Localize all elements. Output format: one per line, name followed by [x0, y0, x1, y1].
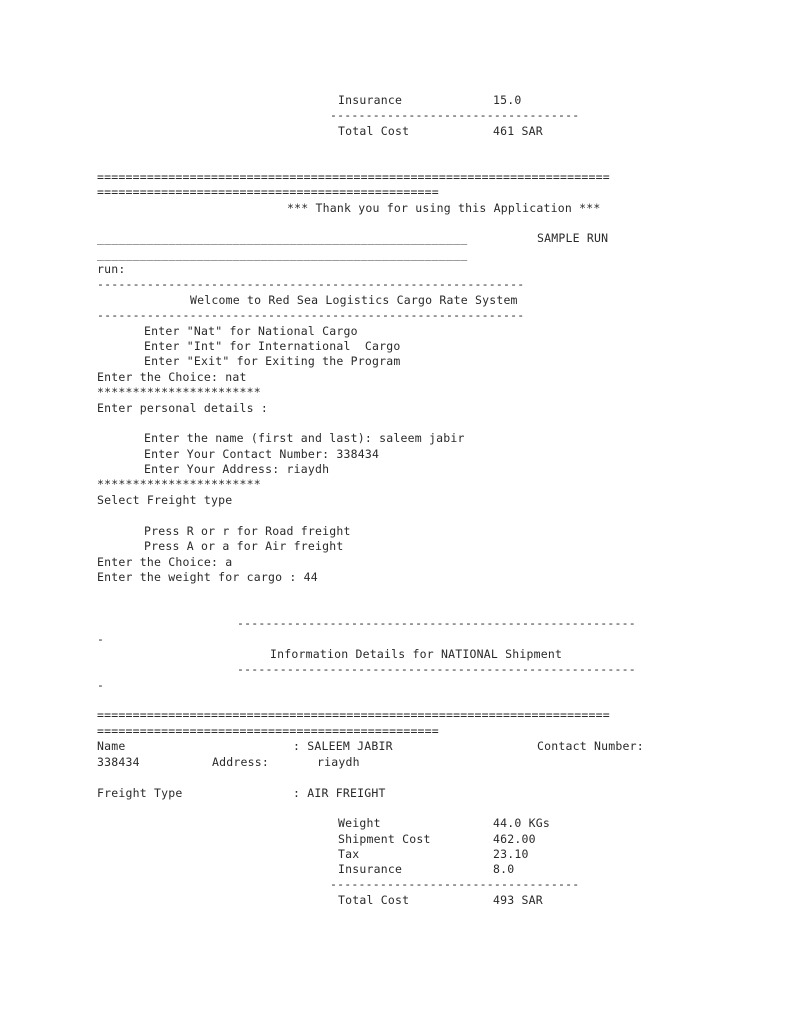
name-input-line: Enter the name (first and last): saleem jabir [144, 431, 465, 445]
name-value: : SALEEM JABIR [293, 739, 393, 753]
run-label: run: [97, 262, 126, 276]
shipment-cost-label: Shipment Cost [338, 832, 431, 846]
sample-run-underline-2: ____________________________________________________ [97, 247, 468, 261]
name-label: Name [97, 739, 126, 753]
console-dash-line-1: ------------------------------------------------------------ [97, 277, 525, 291]
menu-item-int: Enter "Int" for International Cargo [144, 339, 401, 353]
stars-line-2: *********************** [97, 477, 261, 491]
freight-option-road: Press R or r for Road freight [144, 524, 351, 538]
address-value: riaydh [317, 755, 360, 769]
separator-short-2: ================================================ [97, 724, 439, 738]
details-title: Information Details for NATIONAL Shipment [270, 647, 563, 661]
contact-label: Contact Number: [537, 739, 644, 753]
freight-choice: Enter the Choice: a [97, 555, 233, 569]
contact-input-line: Enter Your Contact Number: 338434 [144, 447, 380, 461]
freight-type-label: Freight Type [97, 786, 183, 800]
freight-type-heading: Select Freight type [97, 493, 233, 507]
address-label: Address: [212, 755, 269, 769]
top-total-value: 461 SAR [493, 124, 543, 138]
weight-prompt: Enter the weight for cargo : 44 [97, 570, 318, 584]
console-dash-line-2: ------------------------------------------------------------ [97, 308, 525, 322]
stars-line-1: *********************** [97, 385, 261, 399]
address-input-line: Enter Your Address: riaydh [144, 462, 330, 476]
details-dash-line-1: -------------------------------------------------------- [237, 616, 636, 630]
details-dash-line-2: -------------------------------------------------------- [237, 662, 636, 676]
weight-value: 44.0 KGs [493, 816, 550, 830]
top-total-label: Total Cost [338, 124, 410, 138]
total-cost-label: Total Cost [338, 893, 410, 907]
thanks-message: *** Thank you for using this Application *** [287, 201, 601, 215]
contact-value: 338434 [97, 755, 140, 769]
separator-long-1: ======================================================================== [97, 170, 610, 184]
menu-item-nat: Enter "Nat" for National Cargo [144, 324, 358, 338]
sample-run-underline-1: ____________________________________________________ [97, 231, 468, 245]
total-cost-value: 493 SAR [493, 893, 543, 907]
cost-divider: ----------------------------------- [330, 877, 580, 891]
freight-option-air: Press A or a for Air freight [144, 539, 344, 553]
tax-value: 23.10 [493, 847, 529, 861]
details-dash-wrap-1: - [97, 632, 105, 646]
top-cost-divider: ----------------------------------- [330, 108, 580, 122]
weight-label: Weight [338, 816, 381, 830]
personal-details-heading: Enter personal details : [97, 401, 268, 415]
welcome-heading: Welcome to Red Sea Logistics Cargo Rate System [190, 293, 518, 307]
details-dash-wrap-2: - [97, 678, 105, 692]
separator-long-2: ======================================================================== [97, 708, 610, 722]
insurance-value: 8.0 [493, 862, 515, 876]
tax-label: Tax [338, 847, 360, 861]
shipment-cost-value: 462.00 [493, 832, 536, 846]
top-insurance-label: Insurance [338, 93, 403, 107]
freight-type-value: : AIR FREIGHT [293, 786, 386, 800]
separator-short-1: ================================================ [97, 185, 439, 199]
top-insurance-value: 15.0 [493, 93, 522, 107]
choice-prompt: Enter the Choice: nat [97, 370, 247, 384]
sample-run-label: SAMPLE RUN [537, 231, 609, 245]
menu-item-exit: Enter "Exit" for Exiting the Program [144, 354, 401, 368]
insurance-label: Insurance [338, 862, 403, 876]
